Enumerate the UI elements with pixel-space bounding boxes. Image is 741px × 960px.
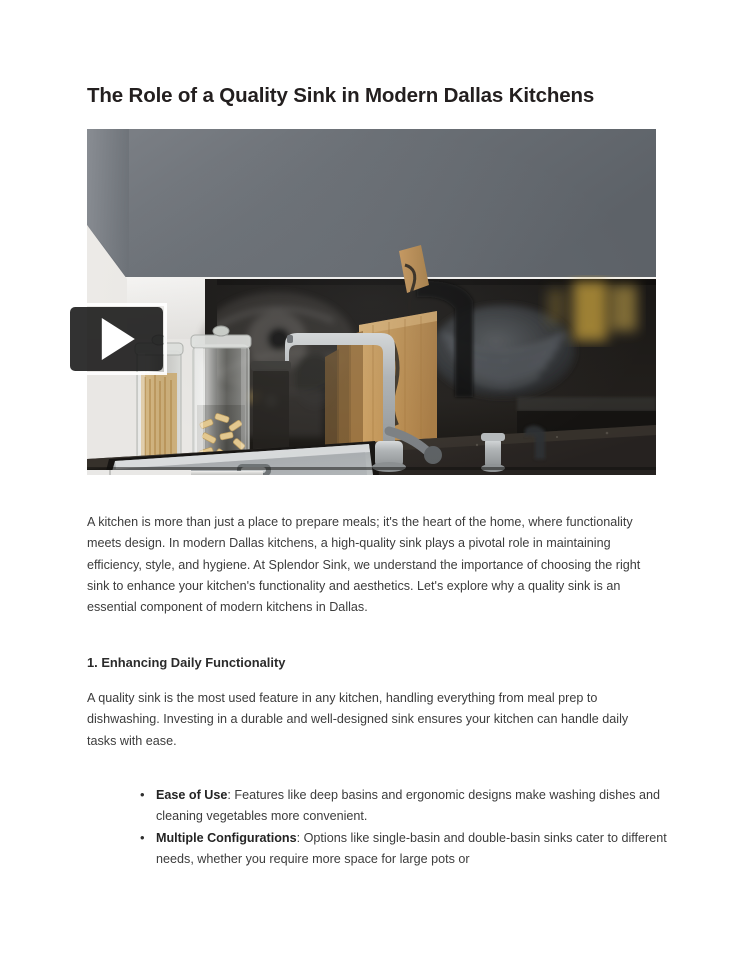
list-item-text: : Options like single-basin and double-basin sinks cater to different needs, whether you require more space for large pots or: [156, 831, 667, 867]
intro-paragraph: A kitchen is more than just a place to prepare meals; it's the heart of the home, where functionality meets design. In modern Dallas kitchens, a high-quality sink plays a pivotal role in maintaining efficiency, style, and hygiene. At Splendor Sink, we understand the importance of choosing the right sink to enhance your kitchen's functionality and aesthetics. Let's explore why a quality sink is an essential component of modern kitchens in Dallas.: [87, 515, 641, 615]
kitchen-sink-photo: [87, 129, 656, 475]
page-title: The Role of a Quality Sink in Modern Dallas Kitchens: [87, 84, 595, 107]
play-triangle-icon: [101, 318, 134, 360]
play-button-surface[interactable]: [70, 307, 163, 371]
section-paragraph: A quality sink is the most used feature in any kitchen, handling everything from meal prep to dishwashing. Investing in a durable and well-designed sink ensures your kitchen can handle daily tasks with ease.: [87, 691, 629, 748]
list-item: [140, 785, 670, 828]
list-item: [140, 828, 670, 871]
list-item-term: Multiple Configurations: [156, 831, 297, 846]
video-play-button[interactable]: [66, 303, 167, 375]
list-item-text: : Features like deep basins and ergonomic designs make washing dishes and cleaning vegetables more convenient.: [156, 788, 661, 824]
hero-media-block: [87, 129, 656, 475]
list-item-term: Ease of Use: [156, 788, 228, 802]
section-heading: 1. Enhancing Daily Functionality: [87, 655, 286, 670]
feature-bullet-list: [122, 785, 670, 871]
